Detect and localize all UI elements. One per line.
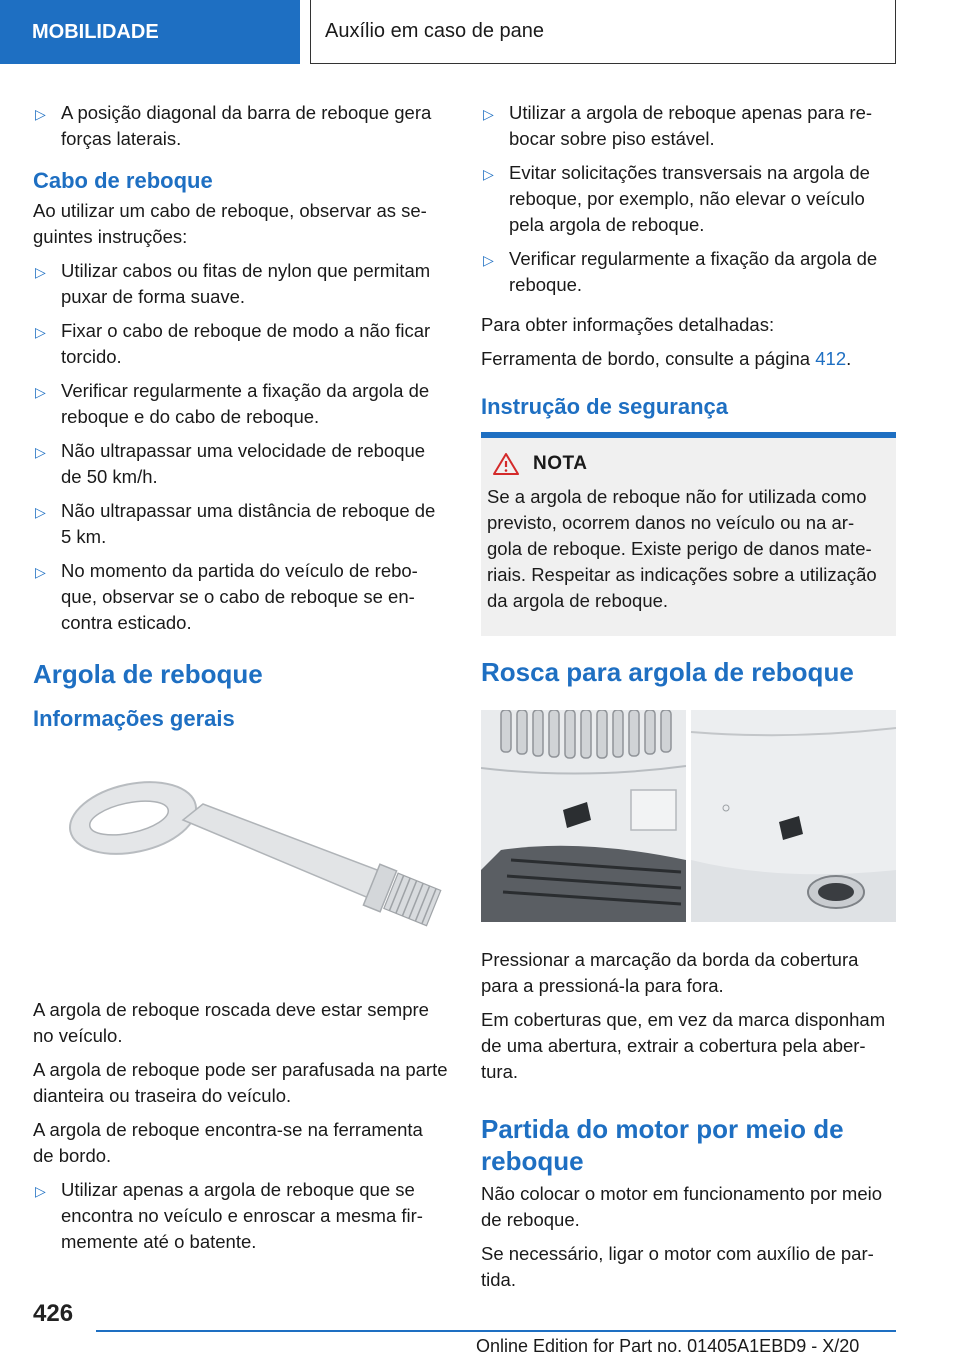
heading-rosca-para-argola: Rosca para argola de reboque	[481, 657, 854, 687]
triangle-bullet-icon: ▷	[483, 106, 494, 122]
triangle-bullet-icon: ▷	[35, 444, 46, 460]
list-item: ▷ Fixar o cabo de reboque de modo a não ficar torcido.	[35, 320, 431, 367]
section-tab: MOBILIDADE	[0, 0, 300, 64]
triangle-bullet-icon: ▷	[35, 504, 46, 520]
note-box	[481, 432, 896, 636]
list-item: ▷ Utilizar apenas a argola de reboque que se encontra no veículo e enroscar a mesma fir- memente até o batente.	[35, 1179, 423, 1252]
triangle-bullet-icon: ▷	[483, 252, 494, 268]
triangle-bullet-icon: ▷	[35, 1183, 46, 1199]
warning-triangle-icon	[493, 452, 519, 476]
tow-ring-illustration	[33, 746, 448, 986]
list-item: ▷ Não ultrapassar uma velocidade de reboque de 50 km/h.	[35, 440, 426, 487]
triangle-bullet-icon: ▷	[483, 166, 494, 182]
paragraph: A argola de reboque roscada deve estar sempre no veículo.	[33, 999, 429, 1046]
heading-partida-do-motor: Partida do motor por meio de reboque	[481, 1114, 844, 1176]
footer-rule	[96, 1330, 896, 1332]
bullet-list-argola	[33, 1177, 448, 1255]
list-item: ▷ Verificar regularmente a fixação da argola de reboque e do cabo de reboque.	[35, 380, 430, 427]
page-reference-link[interactable]: 412	[815, 348, 847, 369]
paragraph: Em coberturas que, em vez da marca disponham de uma abertura, extrair a cobertura pela aber- tura.	[481, 1009, 886, 1082]
list-item: ▷ Utilizar cabos ou fitas de nylon que permitam puxar de forma suave.	[35, 260, 431, 307]
triangle-bullet-icon: ▷	[35, 564, 46, 580]
chapter-title: Auxílio em caso de pane	[310, 0, 896, 64]
paragraph: A argola de reboque pode ser parafusada na parte dianteira ou traseira do veículo.	[33, 1059, 448, 1106]
subheading-informacoes-gerais: Informações gerais	[33, 706, 235, 731]
list-item: ▷ A posição diagonal da barra de reboque gera forças laterais.	[35, 102, 432, 149]
paragraph: Ao utilizar um cabo de reboque, observar as se- guintes instruções:	[33, 200, 427, 247]
bullet-list-top	[33, 100, 448, 152]
paragraph: Para obter informações detalhadas:	[481, 314, 775, 335]
page-number: 426	[33, 1300, 74, 1327]
list-item: ▷ No momento da partida do veículo de rebo- que, observar se o cabo de reboque se en- contra esticado.	[35, 560, 418, 633]
list-item: ▷ Utilizar a argola de reboque apenas para re- bocar sobre piso estável.	[483, 102, 873, 149]
paragraph: Pressionar a marcação da borda da cobertura para a pressioná-la para fora.	[481, 949, 859, 996]
triangle-bullet-icon: ▷	[35, 106, 46, 122]
triangle-bullet-icon: ▷	[35, 264, 46, 280]
left-column	[33, 100, 448, 1263]
edition-footer: Online Edition for Part no. 01405A1EBD9 - X/20	[476, 1336, 860, 1356]
list-item: ▷ Não ultrapassar uma distância de reboque de 5 km.	[35, 500, 436, 547]
bullet-list-cabo	[33, 258, 448, 636]
list-item: ▷ Evitar solicitações transversais na argola de reboque, por exemplo, não elevar o veículo pela argola de reboque.	[483, 162, 870, 235]
triangle-bullet-icon: ▷	[35, 324, 46, 340]
paragraph: A argola de reboque encontra-se na ferramenta de bordo.	[33, 1119, 423, 1166]
bullet-list-right	[481, 100, 896, 298]
paragraph-reference: Ferramenta de bordo, consulte a página 412.	[481, 348, 852, 369]
heading-instrucao-de-seguranca: Instrução de segurança	[481, 394, 728, 419]
paragraph: Não colocar o motor em funcionamento por meio de reboque.	[481, 1183, 883, 1230]
note-label: NOTA	[533, 453, 588, 474]
paragraph: Se necessário, ligar o motor com auxílio de par- tida.	[481, 1243, 874, 1290]
bumper-cover-illustration	[481, 710, 896, 922]
heading-argola-de-reboque: Argola de reboque	[33, 659, 263, 689]
list-item: ▷ Verificar regularmente a fixação da argola de reboque.	[483, 248, 878, 295]
right-column	[481, 100, 896, 1301]
note-header	[487, 452, 888, 476]
triangle-bullet-icon: ▷	[35, 384, 46, 400]
heading-cabo-de-reboque: Cabo de reboque	[33, 168, 213, 193]
note-text: Se a argola de reboque não for utilizada como previsto, ocorrem danos no veículo ou na ar- gola de reboque. Existe perigo de danos mate- riais. Respeitar as indicações sobre a utilização da argola de reboque.	[487, 486, 877, 611]
